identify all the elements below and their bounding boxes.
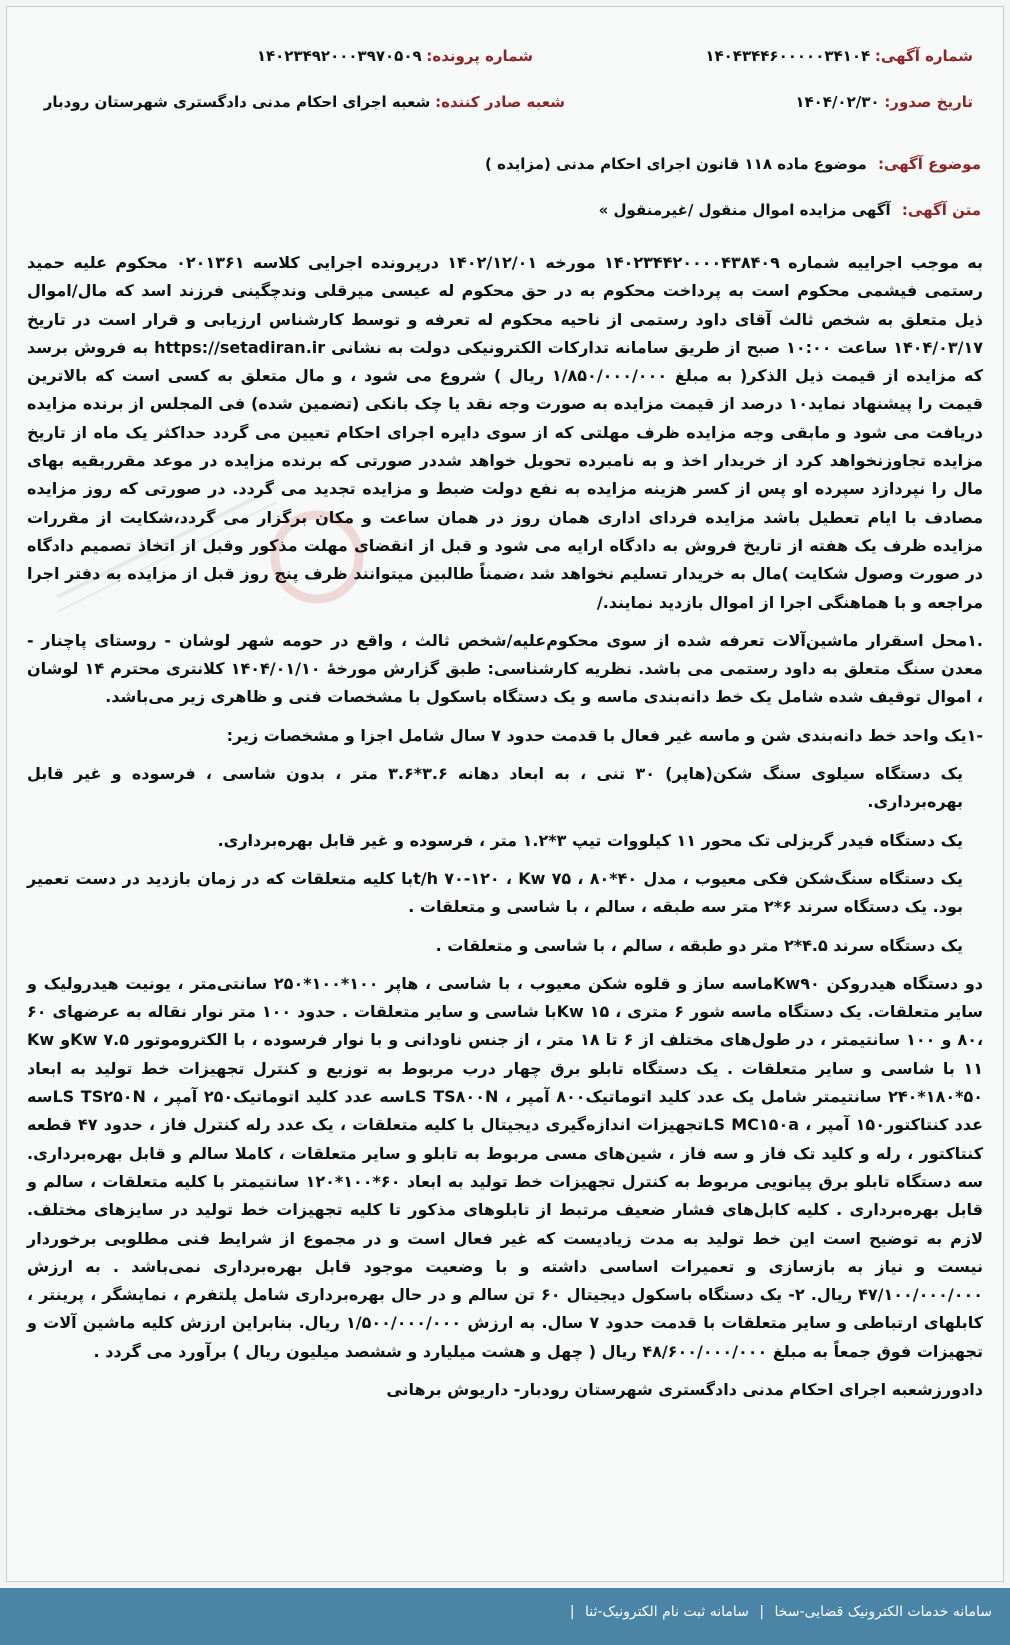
ad-number-label: شماره آگهی: xyxy=(874,47,973,65)
issue-date-label: تاریخ صدور: xyxy=(884,93,973,111)
text-label: متن آگهی: xyxy=(901,201,981,219)
body-paragraph-line-intro: -۱یک واحد خط دانه‌بندی شن و ماسه غیر فعال با قدمت حدود ۷ سال شامل اجزا و مشخصات زیر: xyxy=(226,725,983,745)
ad-number-value: ۱۴۰۴۳۴۴۶۰۰۰۰۰۳۴۱۰۴ xyxy=(705,47,871,65)
issue-date xyxy=(795,93,973,111)
footer-links xyxy=(564,1604,992,1620)
body-item-feeder: یک دستگاه فیدر گریزلی تک محور ۱۱ کیلووات تیپ ۳*۱.۲ متر ، فرسوده و غیر قابل بهره‌برداری. xyxy=(217,830,963,850)
body-paragraph-location: .۱محل اسقرار ماشین‌آلات تعرفه شده از سوی محکوم‌علیه/شخص ثالث ، واقع در حومه شهر لوشان - روستای پاچنار - معدن سنگ متعلق به داود رستمی می باشد. نظریه کارشناسی: طبق گزارش مورخهٔ ۱۴۰۴/۰۱/۱۰ کلانتری محترم ۱۴ لوشان ، اموال توقیف شده شامل یک خط دانه‌بندی ماسه و یک دستگاه باسکول با مشخصات فنی و ظاهری زیر می‌باشد. xyxy=(27,630,984,707)
subject-row xyxy=(485,155,981,173)
footer-separator: | xyxy=(759,1604,765,1620)
footer-link-sakha[interactable]: سامانه خدمات الکترونیک قضایی-سخا xyxy=(774,1604,992,1620)
footer-separator-end: | xyxy=(569,1604,575,1620)
body-item-crusher: یک دستگاه سنگ‌شکن فکی معیوب ، مدل ۴۰*۸۰ ، t/h ۷۰-۱۲۰ ، Kw ۷۵با کلیه متعلقات که در زمان بازدید در دست تعمیر بود. یک دستگاه سرند ۶*۲ متر سه طبقه ، سالم ، با شاسی و متعلقات . xyxy=(27,868,964,917)
issuing-branch-value: شعبه اجرای احکام مدنی دادگستری شهرستان رودبار xyxy=(43,93,431,111)
body-paragraph-equipment: دو دستگاه هیدروکن Kw۹۰ماسه ساز و قلوه شکن معیوب ، با شاسی ، هاپر ۱۰۰*۱۰۰*۲۵۰ سانتی‌متر ، یونیت هیدرولیک و سایر متعلقات. یک دستگاه ماسه شور ۶ متری ، ۱۵ Kwبا شاسی و سایر متعلقات . حدود ۱۰۰ متر نوار نقاله به عرضهای ۶۰ ،۸۰ و ۱۰۰ سانتیمتر ، در طول‌های مختلف از ۶ تا ۱۸ متر ، از جنس ناودانی و با نوار فرسوده ، با الکتروموتور Kw ۷.۵و Kw ۱۱ با شاسی و سایر متعلقات . یک دستگاه تابلو برق چهار درب مربوط به توزیع و کنترل تجهیزات خط تولید به ابعاد ۵۰*۱۸۰*۲۴۰ سانتیمتر شامل یک عدد کلید اتوماتیک۸۰۰ آمپر ، LS TS۸۰۰Nسه عدد کلید اتوماتیک۲۵۰ آمپر ، LS TS۲۵۰Nسه عدد کنتاکتور۱۵۰ آمپر ، LS MC۱۵۰aتجهیزات اندازه‌گیری دیجیتال با کلیه متعلقات ، یک عدد رله کنترل فاز ، حدود ۴۷ قطعه کنتاکتور ، رله و کلید تک فاز و سه فاز ، شین‌های مسی مربوط به تابلو و سایر متعلقات ، کاملا سالم و قابل بهره‌برداری. سه دستگاه تابلو برق پیانویی مربوط به کنترل تجهیزات خط تولید به ابعاد ۶۰*۱۰۰*۱۲۰ سانتیمتر با کلیه متعلقات ، سالم و قابل بهره‌برداری . کلیه کابل‌های فشار ضعیف مرتبط از تابلوهای مذکور تا کلیه تجهیزات خط تولید در سایزهای مختلف. لازم به توضیح است این خط تولید به مدت زیادیست که غیر فعال است و در مجموع از شرایط فنی مطلوبی برخوردار نیست و نیاز به بازسازی و تعمیرات اساسی داشته و با وضعیت موجود قابل بهره‌برداری نمی‌باشد . به ارزش ۴۷/۱۰۰/۰۰۰/۰۰۰ ریال. ۲- یک دستگاه باسکول دیجیتال ۶۰ تن سالم و در حال بهره‌برداری شامل پلتفرم ، نمایشگر ، پرینتر ، کابلهای ارتباطی و سایر متعلقات با قدمت حدود ۷ سال. به ارزش ۱/۵۰۰/۰۰۰/۰۰۰ ریال. بنابراین ارزش کلیه ماشین آلات و تجهیزات فوق جمعاً به مبلغ ۴۸/۶۰۰/۰۰۰/۰۰۰ ریال ( چهل و هشت میلیارد و ششصد میلیون ریال ) برآورد می گردد . xyxy=(27,973,984,1361)
notice-body xyxy=(27,249,983,1414)
case-number xyxy=(257,47,533,65)
body-item-hopper: یک دستگاه سیلوی سنگ شکن(هاپر) ۳۰ تنی ، به ابعاد دهانه ۳.۶*۳.۶ متر ، بدون شاسی ، فرسوده و غیر قابل بهره‌برداری. xyxy=(27,764,964,812)
body-item-screen: یک دستگاه سرند ۴.۵*۲ متر دو طبقه ، سالم ، با شاسی و متعلقات . xyxy=(435,935,963,955)
body-signature: دادورزشعبه اجرای احکام مدنی دادگستری شهرستان رودبار- داریوش برهانی xyxy=(386,1379,983,1399)
body-paragraph-auction-terms: به موجب اجراییه شماره ۱۴۰۲۳۴۴۲۰۰۰۰۴۳۸۴۰۹ مورخه ۱۴۰۲/۱۲/۰۱ درپرونده اجرایی کلاسه ۰۲۰۱۳۶۱ محکوم علیه حمید رستمی فیشمی محکوم است به پرداخت محکوم به در حق محکوم له عیسی میرقلی وندچگینی فرزند اسد که مال/اموال ذیل متعلق به شخص ثالث آقای داود رستمی از ناحیه محکوم له تعرفه و توسط کارشناس ارزیابی و قرار است در تاریخ ۱۴۰۴/۰۳/۱۷ ساعت ۱۰:۰۰ صبح از طریق سامانه تدارکات الکترونیکی دولت به نشانی https://setadiran.ir به فروش برسد که مزایده از قیمت ذیل الذکر( به مبلغ ۱/۸۵۰/۰۰۰/۰۰۰ ریال ) شروع می شود ، و مال متعلق به کسی است که بالاترین قیمت را پیشنهاد نماید۱۰ درصد از قیمت مزایده به صورت وجه نقد یا چک بانکی (تضمین شده) فی المجلس از برنده مزایده دریافت می شود و مابقی وجه مزایده ظرف مهلتی که از سوی دایره اجرای احکام تعیین می گردد حداکثر یک ماه از تاریخ مزایده تجاوزنخواهد کرد از خریدار اخذ و به نامبرده تحویل خواهد شددر صورتی که برنده مزایده در موعد مقرربقیه بهای مال را نپردازد سپرده او پس از کسر هزینه مزایده به نفع دولت ضبط و مزایده تجدید می گردد. در صورتی که روز مزایده مصادف با ایام تعطیل باشد مزایده فردای اداری همان روز در همان ساعت و مکان برگزار می گردد،شکایت از مقررات مزایده ظرف یک هفته از تاریخ فروش به دادگاه ارایه می شود و قبل از انقضای مهلت مذکور وقبل از اتخاذ تصمیم دادگاه در صورت وصول شکایت )مال به خریدار تسلیم نخواهد شد ،ضمناً طالبین میتوانند ظرف پنج روز قبل از مزایده به دفتر اجرا مراجعه و با هماهنگی اجرا از اموال بازدید نمایند./ xyxy=(27,253,984,612)
case-number-value: ۱۴۰۲۳۴۹۲۰۰۰۳۹۷۰۵۰۹ xyxy=(256,47,422,65)
issuing-branch-label: شعبه صادر کننده: xyxy=(435,93,565,111)
subject-label: موضوع آگهی: xyxy=(877,155,981,173)
text-value: آگهی مزایده اموال منقول /غیرمنقول » xyxy=(598,201,891,219)
issuing-branch xyxy=(44,93,565,111)
issue-date-value: ۱۴۰۴/۰۲/۳۰ xyxy=(795,93,880,111)
text-row xyxy=(599,201,981,219)
case-number-label: شماره پرونده: xyxy=(426,47,533,65)
footer-link-sana[interactable]: سامانه ثبت نام الکترونیک-ثنا xyxy=(585,1604,749,1620)
footer-bar xyxy=(0,1588,1010,1645)
ad-number xyxy=(705,47,973,65)
subject-value: موضوع ماده ۱۱۸ قانون اجرای احکام مدنی (مزایده ) xyxy=(485,155,867,173)
notice-frame xyxy=(6,6,1004,1582)
